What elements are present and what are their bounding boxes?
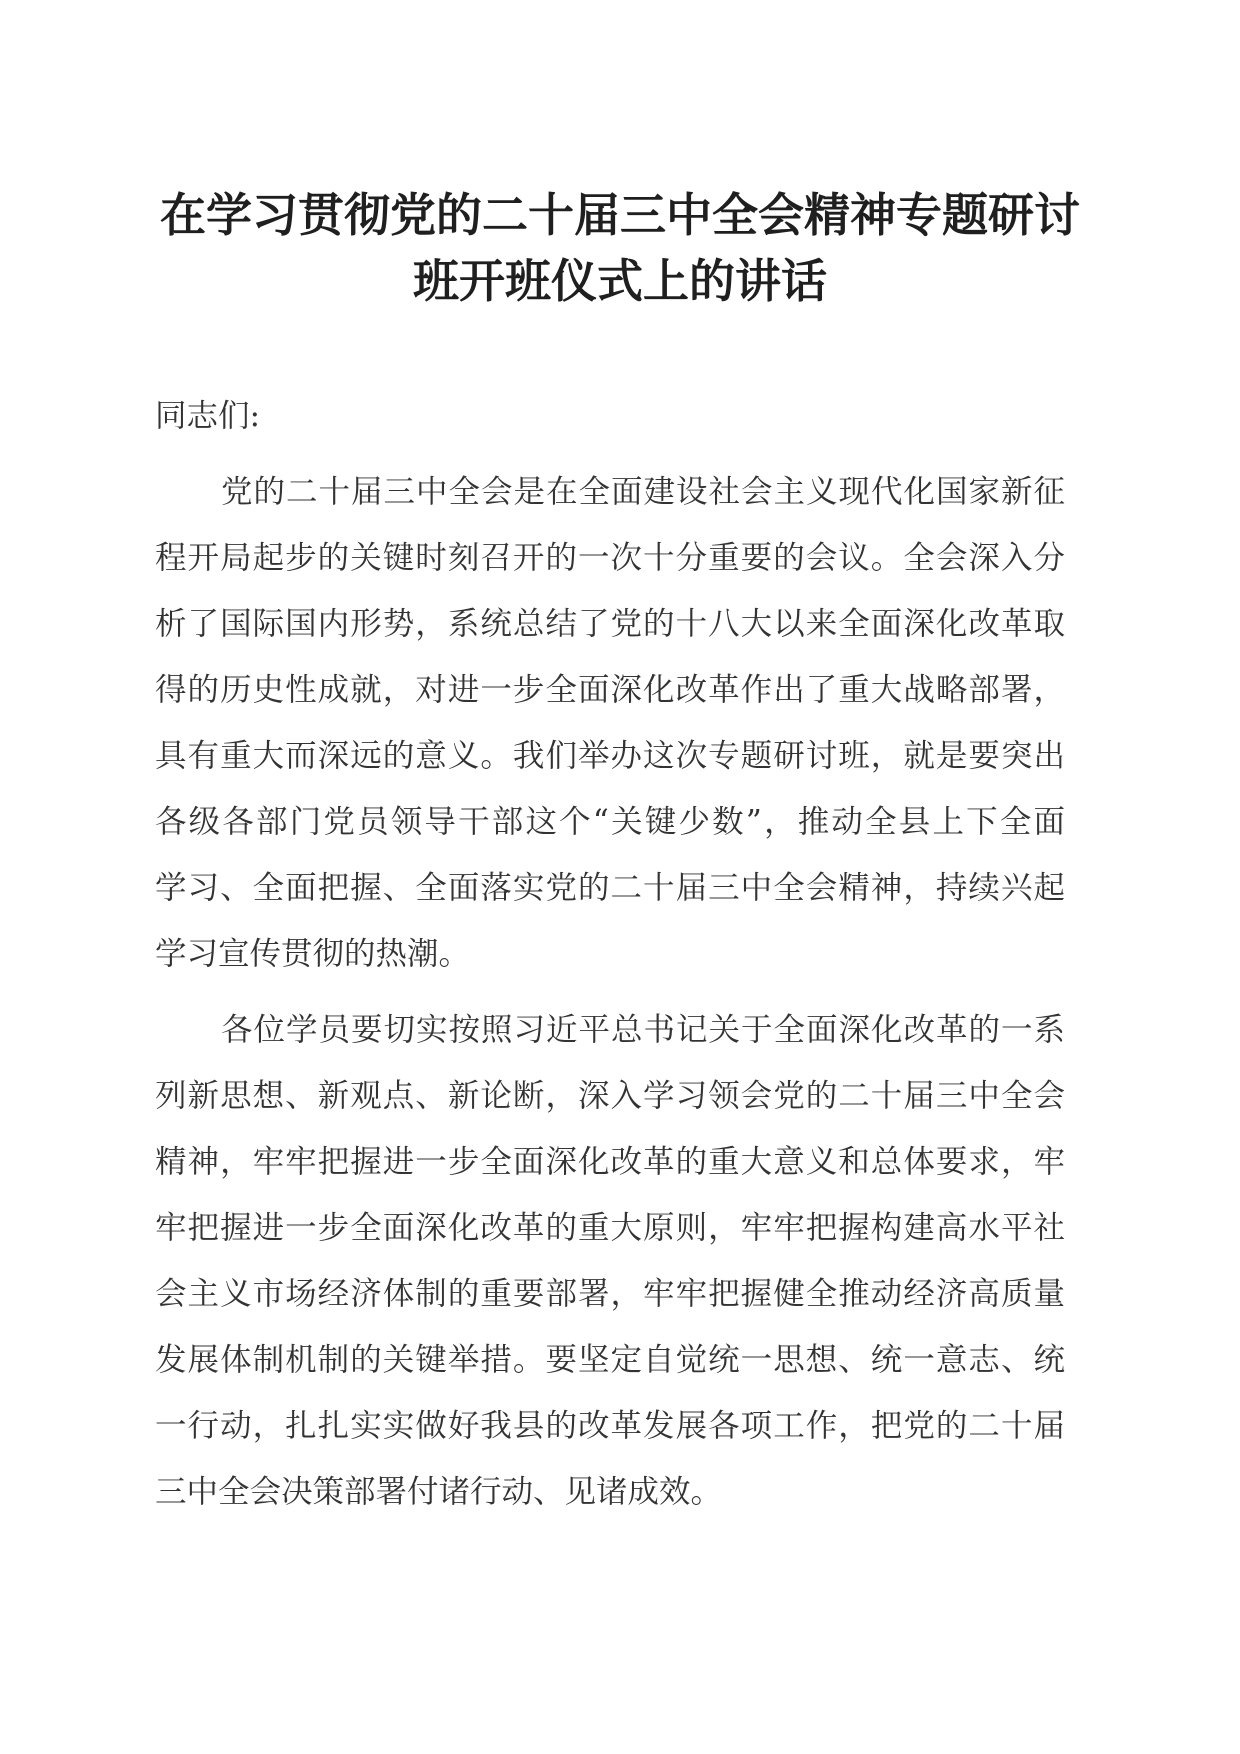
paragraph-2 [155,997,1065,1525]
paragraph-line: 具有重大而深远的意义。我们举办这次专题研讨班，就是要突出 [155,738,1065,774]
paragraph-line: 牢把握进一步全面深化改革的重大原则，牢牢把握构建高水平社 [155,1210,1065,1246]
paragraph-line: 学习宣传贯彻的热潮。 [155,936,471,972]
paragraph-1 [155,459,1065,987]
paragraph-line: 学习、全面把握、全面落实党的二十届三中全会精神，持续兴起 [155,870,1065,906]
paragraph-line: 析了国际国内形势，系统总结了党的十八大以来全面深化改革取 [155,606,1065,642]
paragraph-line: 发展体制机制的关键举措。要坚定自觉统一思想、统一意志、统 [155,1342,1065,1378]
paragraph-line: 精神，牢牢把握进一步全面深化改革的重大意义和总体要求，牢 [155,1144,1065,1180]
title-line-1: 在学习贯彻党的二十届三中全会精神专题研讨 [160,188,1080,242]
paragraph-line: 各级各部门党员领导干部这个“关键少数”，推动全县上下全面 [155,804,1065,840]
paragraph-line: 会主义市场经济体制的重要部署，牢牢把握健全推动经济高质量 [155,1276,1065,1312]
salutation: 同志们: [155,398,261,434]
document-body [155,383,1065,1535]
title-line-2: 班开班仪式上的讲话 [413,254,827,308]
paragraph-line: 得的历史性成就，对进一步全面深化改革作出了重大战略部署， [155,672,1065,708]
document-title [155,182,1085,314]
paragraph-line: 各位学员要切实按照习近平总书记关于全面深化改革的一系 [221,1012,1065,1048]
paragraph-line: 一行动，扎扎实实做好我县的改革发展各项工作，把党的二十届 [155,1408,1065,1444]
paragraph-line: 三中全会决策部署付诸行动、见诸成效。 [155,1474,723,1510]
paragraph-line: 列新思想、新观点、新论断，深入学习领会党的二十届三中全会 [155,1078,1065,1114]
paragraph-line: 党的二十届三中全会是在全面建设社会主义现代化国家新征 [221,474,1065,510]
paragraph-line: 程开局起步的关键时刻召开的一次十分重要的会议。全会深入分 [155,540,1065,576]
